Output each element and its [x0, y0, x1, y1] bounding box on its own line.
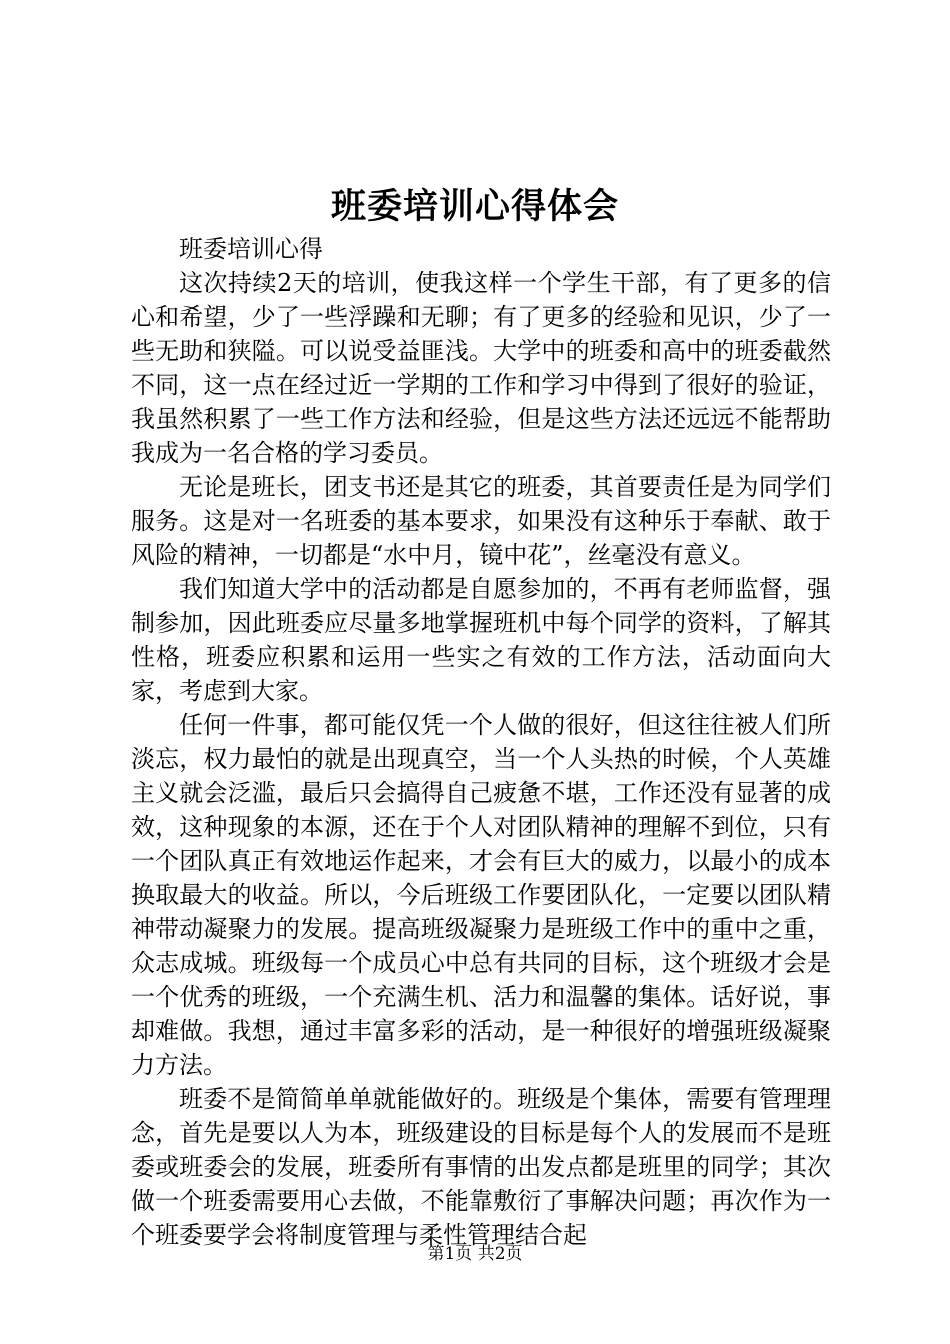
document-body	[131, 232, 831, 1252]
paragraph-3: 我们知道大学中的活动都是自愿参加的，不再有老师监督，强制参加，因此班委应尽量多地掌握班机中每个同学的资料，了解其性格，班委应积累和运用一些实之有效的工作方法，活动面向大家，考虑到大家。	[131, 575, 831, 705]
paragraph-4: 任何一件事，都可能仅凭一个人做的很好，但这往往被人们所淡忘，权力最怕的就是出现真空，当一个人头热的时候，个人英雄主义就会泛滥，最后只会搞得自己疲惫不堪，工作还没有显著的成效，这种现象的本源，还在于个人对团队精神的理解不到位，只有一个团队真正有效地运作起来，才会有巨大的威力，以最小的成本换取最大的收益。所以，今后班级工作要团队化，一定要以团队精神带动凝聚力的发展。提高班级凝聚力是班级工作中的重中之重，众志成城。班级每一个成员心中总有共同的目标，这个班级才会是一个优秀的班级，一个充满生机、活力和温馨的集体。话好说，事却难做。我想，通过丰富多彩的活动，是一种很好的增强班级凝聚力方法。	[131, 711, 831, 1079]
paragraph-subtitle: 班委培训心得	[179, 235, 323, 263]
page-number-footer: 第1页 共2页	[427, 1244, 523, 1264]
document-title: 班委培训心得体会	[330, 186, 619, 227]
paragraph-2: 无论是班长，团支书还是其它的班委，其首要责任是为同学们服务。这是对一名班委的基本要求，如果没有这种乐于奉献、敢于风险的精神，一切都是“水中月，镜中花”，丝毫没有意义。	[131, 473, 831, 569]
paragraph-5: 班委不是简简单单就能做好的。班级是个集体，需要有管理理念，首先是要以人为本，班级建设的目标是每个人的发展而不是班委或班委会的发展，班委所有事情的出发点都是班里的同学；其次做一个班委需要用心去做，不能靠敷衍了事解决问题；再次作为一个班委要学会将制度管理与柔性管理结合起	[131, 1085, 831, 1249]
paragraph-1: 这次持续2天的培训，使我这样一个学生干部，有了更多的信心和希望，少了一些浮躁和无聊；有了更多的经验和见识，少了一些无助和狭隘。可以说受益匪浅。大学中的班委和高中的班委截然不同，这一点在经过近一学期的工作和学习中得到了很好的验证，我虽然积累了一些工作方法和经验，但是这些方法还远远不能帮助我成为一名合格的学习委员。	[131, 269, 831, 467]
